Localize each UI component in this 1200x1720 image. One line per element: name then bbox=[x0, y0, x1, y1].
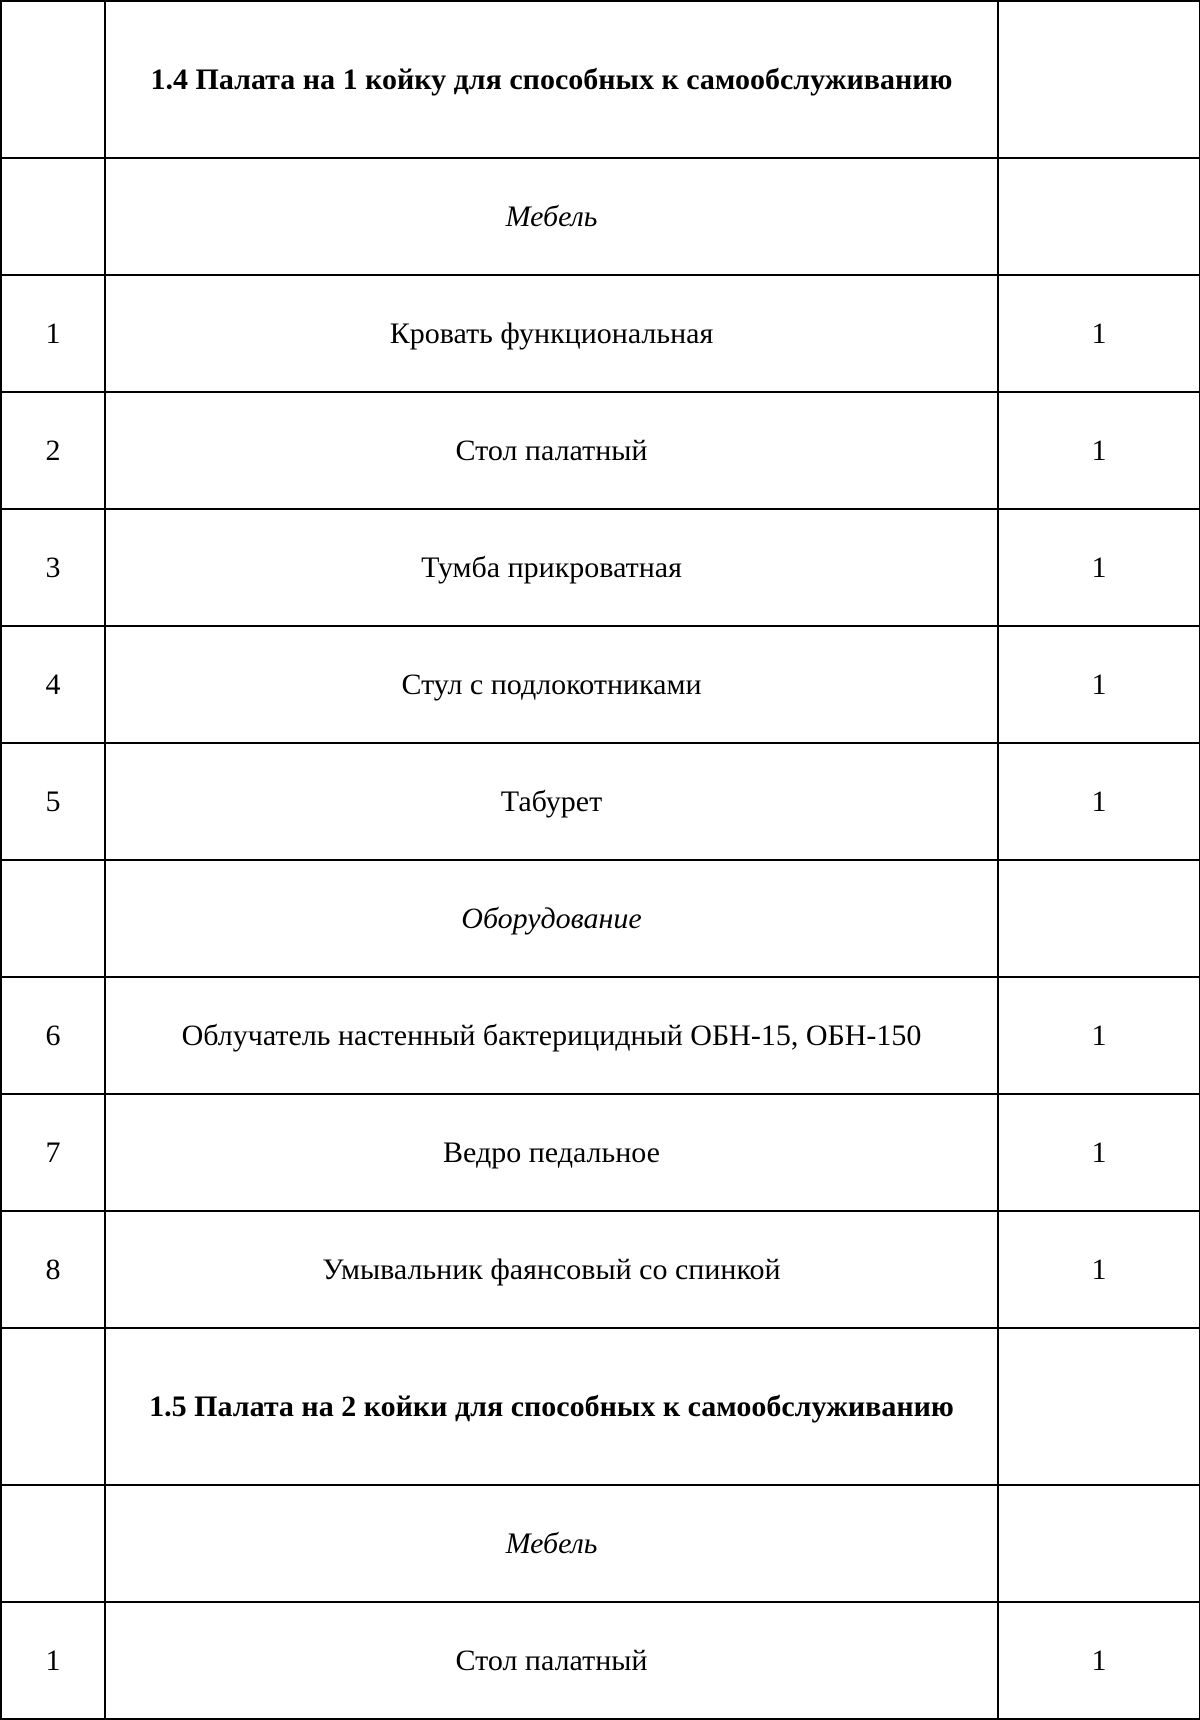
row-number-cell: 8 bbox=[1, 1211, 105, 1328]
quantity-cell bbox=[998, 860, 1200, 977]
section-heading: 1.5 Палата на 2 койки для способных к самообслуживанию bbox=[105, 1328, 998, 1485]
row-number-cell: 1 bbox=[1, 1602, 105, 1719]
quantity-cell: 1 bbox=[998, 977, 1200, 1094]
table-row bbox=[1, 509, 1200, 626]
quantity-cell bbox=[998, 1485, 1200, 1602]
category-label: Оборудование bbox=[105, 860, 998, 977]
row-number-cell: 3 bbox=[1, 509, 105, 626]
table-row-category bbox=[1, 860, 1200, 977]
item-name-cell: Стул с подлокотниками bbox=[105, 626, 998, 743]
table-row bbox=[1, 1094, 1200, 1211]
quantity-cell bbox=[998, 1, 1200, 158]
row-number-cell: 7 bbox=[1, 1094, 105, 1211]
item-name-cell: Стол палатный bbox=[105, 1602, 998, 1719]
table-row-section-heading bbox=[1, 1, 1200, 158]
item-name-cell: Облучатель настенный бактерицидный ОБН-15, ОБН-150 bbox=[105, 977, 998, 1094]
category-label: Мебель bbox=[105, 1485, 998, 1602]
quantity-cell: 1 bbox=[998, 275, 1200, 392]
item-name-cell: Ведро педальное bbox=[105, 1094, 998, 1211]
quantity-cell: 1 bbox=[998, 1602, 1200, 1719]
row-number-cell bbox=[1, 1485, 105, 1602]
quantity-cell: 1 bbox=[998, 743, 1200, 860]
quantity-cell bbox=[998, 158, 1200, 275]
table-row-category bbox=[1, 158, 1200, 275]
row-number-cell bbox=[1, 1, 105, 158]
row-number-cell bbox=[1, 1328, 105, 1485]
item-name-cell: Кровать функциональная bbox=[105, 275, 998, 392]
quantity-cell: 1 bbox=[998, 509, 1200, 626]
row-number-cell bbox=[1, 860, 105, 977]
table-row bbox=[1, 1211, 1200, 1328]
table-row-category bbox=[1, 1485, 1200, 1602]
quantity-cell: 1 bbox=[998, 626, 1200, 743]
quantity-cell: 1 bbox=[998, 392, 1200, 509]
table-row bbox=[1, 392, 1200, 509]
table-row bbox=[1, 275, 1200, 392]
quantity-cell: 1 bbox=[998, 1094, 1200, 1211]
table-row bbox=[1, 977, 1200, 1094]
table-row bbox=[1, 626, 1200, 743]
category-label: Мебель bbox=[105, 158, 998, 275]
section-heading: 1.4 Палата на 1 койку для способных к самообслуживанию bbox=[105, 1, 998, 158]
quantity-cell bbox=[998, 1328, 1200, 1485]
table-row bbox=[1, 743, 1200, 860]
row-number-cell: 5 bbox=[1, 743, 105, 860]
table-row bbox=[1, 1602, 1200, 1719]
quantity-cell: 1 bbox=[998, 1211, 1200, 1328]
row-number-cell bbox=[1, 158, 105, 275]
item-name-cell: Тумба прикроватная bbox=[105, 509, 998, 626]
table-row-section-heading bbox=[1, 1328, 1200, 1485]
row-number-cell: 2 bbox=[1, 392, 105, 509]
item-name-cell: Табурет bbox=[105, 743, 998, 860]
row-number-cell: 1 bbox=[1, 275, 105, 392]
row-number-cell: 4 bbox=[1, 626, 105, 743]
item-name-cell: Стол палатный bbox=[105, 392, 998, 509]
row-number-cell: 6 bbox=[1, 977, 105, 1094]
item-name-cell: Умывальник фаянсовый со спинкой bbox=[105, 1211, 998, 1328]
